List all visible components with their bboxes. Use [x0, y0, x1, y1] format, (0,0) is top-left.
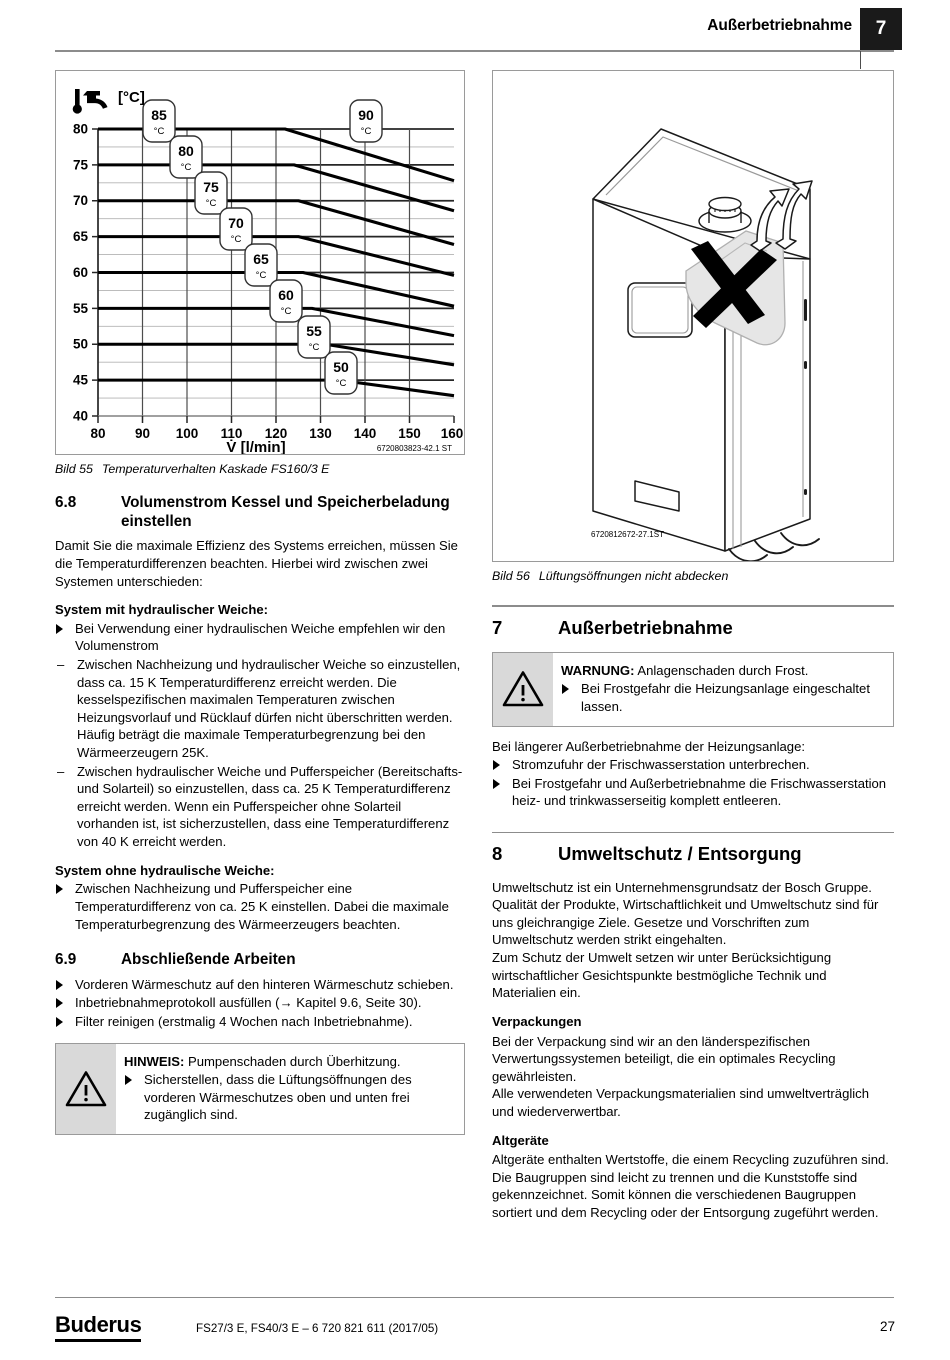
heading-8 — [492, 843, 894, 865]
figure-55-number: Bild 55 — [55, 462, 93, 476]
heading-6-8-number: 6.8 — [55, 494, 77, 511]
callout-65 — [245, 244, 277, 286]
chart-y-tick-labels — [73, 122, 89, 424]
chart-y-axis-label: [°C] — [118, 89, 145, 106]
svg-text:130: 130 — [309, 426, 332, 441]
list-item-text: Inbetriebnahmeprotokoll ausfüllen (→ Kapitel 9.6, Seite 30). — [75, 995, 422, 1011]
sublist-system-mit-weiche — [55, 656, 465, 851]
svg-text:80: 80 — [72, 121, 88, 137]
svg-text:°C: °C — [180, 162, 192, 173]
list-abschliessende-arbeiten — [55, 976, 465, 1031]
figure-56-reference: 6720812672-27.1ST — [591, 530, 664, 539]
svg-text:75: 75 — [203, 179, 219, 195]
subhead-altgeraete: Altgeräte — [492, 1132, 549, 1148]
callout-75 — [195, 172, 227, 214]
section-7-divider — [492, 605, 894, 607]
notice-text-cell — [116, 1044, 464, 1134]
figure-56-caption — [492, 569, 894, 583]
svg-text:55: 55 — [72, 300, 88, 316]
notice-text-cell — [553, 653, 893, 726]
page-header-title: Außerbetriebnahme — [707, 17, 852, 34]
figure-56-illustration — [492, 70, 894, 562]
section-8-divider — [492, 832, 894, 834]
chapter-number-tab: 7 — [860, 8, 902, 50]
list-item — [55, 763, 465, 851]
notice-lead-line — [124, 1053, 453, 1071]
thermometer-tap-icon — [73, 89, 108, 114]
callout-70 — [220, 208, 252, 250]
svg-text:80: 80 — [90, 426, 106, 441]
svg-text:140: 140 — [353, 426, 377, 441]
callout-60 — [270, 280, 302, 322]
list-item-text: Zwischen Nachheizung und Pufferspeicher eine Temperaturdifferenz von ca. 25 K einstellen. Dabei die maximale Temperaturbegrenzung des Wärmeerzeugers beachten. — [75, 881, 449, 932]
heading-6-8-title: Volumenstrom Kessel und Speicherbeladung einstellen — [121, 494, 450, 530]
svg-text:70: 70 — [228, 215, 244, 231]
section-8-p1: Umweltschutz ist ein Unternehmensgrundsatz der Bosch Gruppe. Qualität der Produkte, Wirtschaftlichkeit und Umweltschutz sind für uns gleichrangige Ziele. Gesetze und Vorschriften zum Umweltschutz werden strikt eingehalten. — [492, 879, 879, 948]
list-item — [492, 775, 894, 810]
temperature-flow-chart — [56, 71, 464, 454]
svg-text:°C: °C — [308, 342, 320, 353]
list-item-text: Vorderen Wärmeschutz auf den hinteren Wärmeschutz schieben. — [75, 976, 454, 992]
section-7-intro: Bei längerer Außerbetriebnahme der Heizungsanlage: — [492, 738, 805, 754]
heading-7-title: Außerbetriebnahme — [558, 616, 733, 638]
heading-6-9-title: Abschließende Arbeiten — [121, 951, 296, 969]
svg-text:°C: °C — [153, 126, 165, 137]
figure-55-text: Temperaturverhalten Kaskade FS160/3 E — [101, 462, 330, 476]
svg-text:65: 65 — [72, 229, 88, 245]
triangle-bullet-icon — [493, 779, 500, 789]
list-item-text: Sicherstellen, dass die Lüftungsöffnungen des vorderen Wärmeschutzes oben und unten frei zugänglich sind. — [144, 1072, 412, 1123]
svg-text:110: 110 — [220, 426, 243, 441]
section-6-8-intro: Damit Sie die maximale Effizienz des Systems erreichen, müssen Sie die Temperaturdifferenzen beachten. Hierbei wird zwischen zwei Systemen unterschieden: — [55, 538, 458, 589]
notice-lead-rest: Pumpenschaden durch Überhitzung. — [184, 1053, 401, 1069]
list-item — [55, 994, 465, 1012]
callout-90 — [350, 100, 382, 142]
svg-text:50: 50 — [333, 359, 349, 375]
svg-text:80: 80 — [178, 143, 194, 159]
svg-text:60: 60 — [72, 265, 88, 280]
warning-triangle-icon — [502, 670, 544, 708]
section-8-sub1-p2: Alle verwendeten Verpackungsmaterialien sind umweltverträglich und wiederverwertbar. — [492, 1086, 870, 1119]
list-item-text: Filter reinigen (erstmalig 4 Wochen nach Inbetriebnahme). — [75, 1013, 413, 1029]
section-8-sub1-p1: Bei der Verpackung sind wir an den länderspezifischen Verwertungssystemen beteiligt, die ein optimales Recycling gewährleisten. — [492, 1033, 836, 1084]
triangle-bullet-icon — [56, 980, 63, 990]
notice-lead: WARNUNG: — [561, 662, 635, 678]
list-item — [55, 880, 465, 933]
list-item-text: Bei Frostgefahr die Heizungsanlage eingeschaltet lassen. — [581, 681, 870, 714]
footer-document-id: FS27/3 E, FS40/3 E – 6 720 821 611 (2017/05) — [196, 1322, 439, 1335]
dash-bullet-icon: – — [57, 656, 65, 672]
figure-56-text: Lüftungsöffnungen nicht abdecken — [538, 569, 729, 583]
heading-7 — [492, 617, 894, 639]
triangle-bullet-icon — [125, 1075, 132, 1085]
notice-hinweis — [55, 1043, 465, 1135]
notice-icon-cell — [56, 1044, 116, 1134]
notice-list — [561, 680, 882, 715]
list-item — [55, 620, 465, 655]
heading-8-number: 8 — [492, 843, 503, 865]
footer-page-number: 27 — [879, 1319, 895, 1334]
triangle-bullet-icon — [56, 998, 63, 1008]
section-8-p2: Zum Schutz der Umwelt setzen wir unter Berücksichtigung wirtschaftlicher Gesichtspunkte bestmögliche Technik und Materialien ein. — [492, 950, 832, 1001]
list-ausserbetriebnahme — [492, 756, 894, 810]
svg-text:65: 65 — [253, 251, 269, 267]
header-tab-stem — [860, 51, 861, 69]
svg-text:90: 90 — [134, 426, 151, 441]
right-column — [492, 70, 894, 1222]
notice-lead: HINWEIS: — [124, 1053, 185, 1069]
dash-bullet-icon: – — [57, 763, 65, 779]
header-divider — [55, 50, 894, 52]
brand-logo: Buderus — [55, 1312, 141, 1342]
heading-8-title: Umweltschutz / Entsorgung — [558, 843, 802, 865]
list-item — [55, 1013, 465, 1031]
subhead-system-mit-weiche: System mit hydraulischer Weiche: — [55, 602, 268, 618]
notice-lead-rest: Anlagenschaden durch Frost. — [634, 662, 809, 678]
list-item-text: Zwischen hydraulischer Weiche und Pufferspeicher (Bereitschafts- und Solarteil) so einzustellen, dass ca. 25 K Temperaturdifferenz erreicht werden. Wenn ein Pufferspeicher ohne Solarteil vorhanden ist, ist sicherzustellen, dass eine Temperaturdifferenz von 40 K erreicht werden. — [77, 763, 463, 850]
svg-text:90: 90 — [358, 107, 374, 123]
notice-list — [124, 1071, 453, 1124]
section-8-sub2-p1: Altgeräte enthalten Wertstoffe, die einem Recycling zuzuführen sind. Die Baugruppen sind leicht zu trennen und die Kunststoffe sind gekennzeichnet. Somit können die verschiedenen Baugruppen sortiert und dem Recycling oder der Entsorgung zugeführt werden. — [492, 1152, 889, 1220]
list-item — [492, 756, 894, 774]
triangle-bullet-icon — [493, 760, 500, 770]
list-item — [561, 680, 882, 715]
svg-text:°C: °C — [360, 126, 372, 137]
warning-triangle-icon — [65, 1070, 107, 1108]
callout-80 — [170, 136, 202, 178]
callout-50 — [325, 352, 357, 394]
list-system-ohne-weiche — [55, 880, 465, 933]
heading-6-9-number: 6.9 — [55, 951, 77, 969]
svg-text:°C: °C — [205, 198, 217, 209]
svg-text:100: 100 — [175, 426, 199, 441]
heading-6-9 — [55, 951, 465, 970]
svg-text:150: 150 — [398, 426, 421, 441]
subhead-verpackungen: Verpackungen — [492, 1013, 582, 1029]
notice-warnung — [492, 652, 894, 727]
chart-x-axis-label: V̇ [l/min] — [226, 439, 286, 454]
list-item-text: Stromzufuhr der Frischwasserstation unterbrechen. — [512, 757, 810, 773]
figure-55-caption — [55, 462, 465, 476]
svg-text:°C: °C — [230, 234, 242, 245]
heading-6-8 — [55, 494, 465, 531]
svg-text:50: 50 — [72, 336, 88, 352]
callout-55 — [298, 316, 330, 358]
svg-text:75: 75 — [72, 157, 88, 173]
triangle-bullet-icon — [56, 624, 63, 634]
left-column — [55, 70, 465, 1135]
notice-lead-line — [561, 662, 882, 680]
list-item — [55, 976, 465, 994]
svg-text:55: 55 — [306, 323, 322, 339]
figure-56-number: Bild 56 — [492, 569, 530, 583]
svg-text:45: 45 — [72, 372, 88, 388]
notice-icon-cell — [493, 653, 553, 726]
triangle-bullet-icon — [56, 884, 63, 894]
triangle-bullet-icon — [562, 684, 569, 694]
list-item — [124, 1071, 453, 1124]
svg-text:°C: °C — [335, 378, 347, 389]
list-item-text: Bei Verwendung einer hydraulischen Weiche empfehlen wir den Volumenstrom — [75, 620, 446, 654]
appliance-drawing — [493, 71, 893, 561]
list-item-text: Zwischen Nachheizung und hydraulischer Weiche so einzustellen, dass ca. 15 K Temperaturdifferenz erreicht werden. Die kesselspezifischen maximalen Temperaturen zwischen Heizungsvorlauf und Rücklauf dürfen nicht überschritten werden. Häufig beträgt die maximale Temperaturbegrenzung bei den Wärmeerzeugern 25K. — [77, 656, 461, 761]
subhead-system-ohne-weiche: System ohne hydraulische Weiche: — [55, 862, 275, 878]
figure-55-chart — [55, 70, 465, 455]
svg-text:40: 40 — [72, 408, 88, 424]
svg-text:°C: °C — [255, 270, 267, 281]
list-system-mit-weiche — [55, 620, 465, 655]
svg-text:70: 70 — [72, 193, 88, 209]
svg-text:160: 160 — [440, 426, 464, 441]
list-item-text: Bei Frostgefahr und Außerbetriebnahme die Frischwasserstation heiz- und trinkwasserseitig komplett entleeren. — [512, 775, 887, 809]
triangle-bullet-icon — [56, 1017, 63, 1027]
footer-divider — [55, 1297, 894, 1298]
svg-text:°C: °C — [280, 306, 292, 317]
list-item — [55, 656, 465, 762]
heading-7-number: 7 — [492, 616, 503, 638]
svg-text:60: 60 — [278, 287, 294, 303]
figure-55-reference: 6720803823-42.1 ST — [376, 444, 452, 453]
svg-text:120: 120 — [264, 426, 288, 441]
svg-text:85: 85 — [151, 107, 167, 123]
callout-85 — [143, 100, 175, 142]
